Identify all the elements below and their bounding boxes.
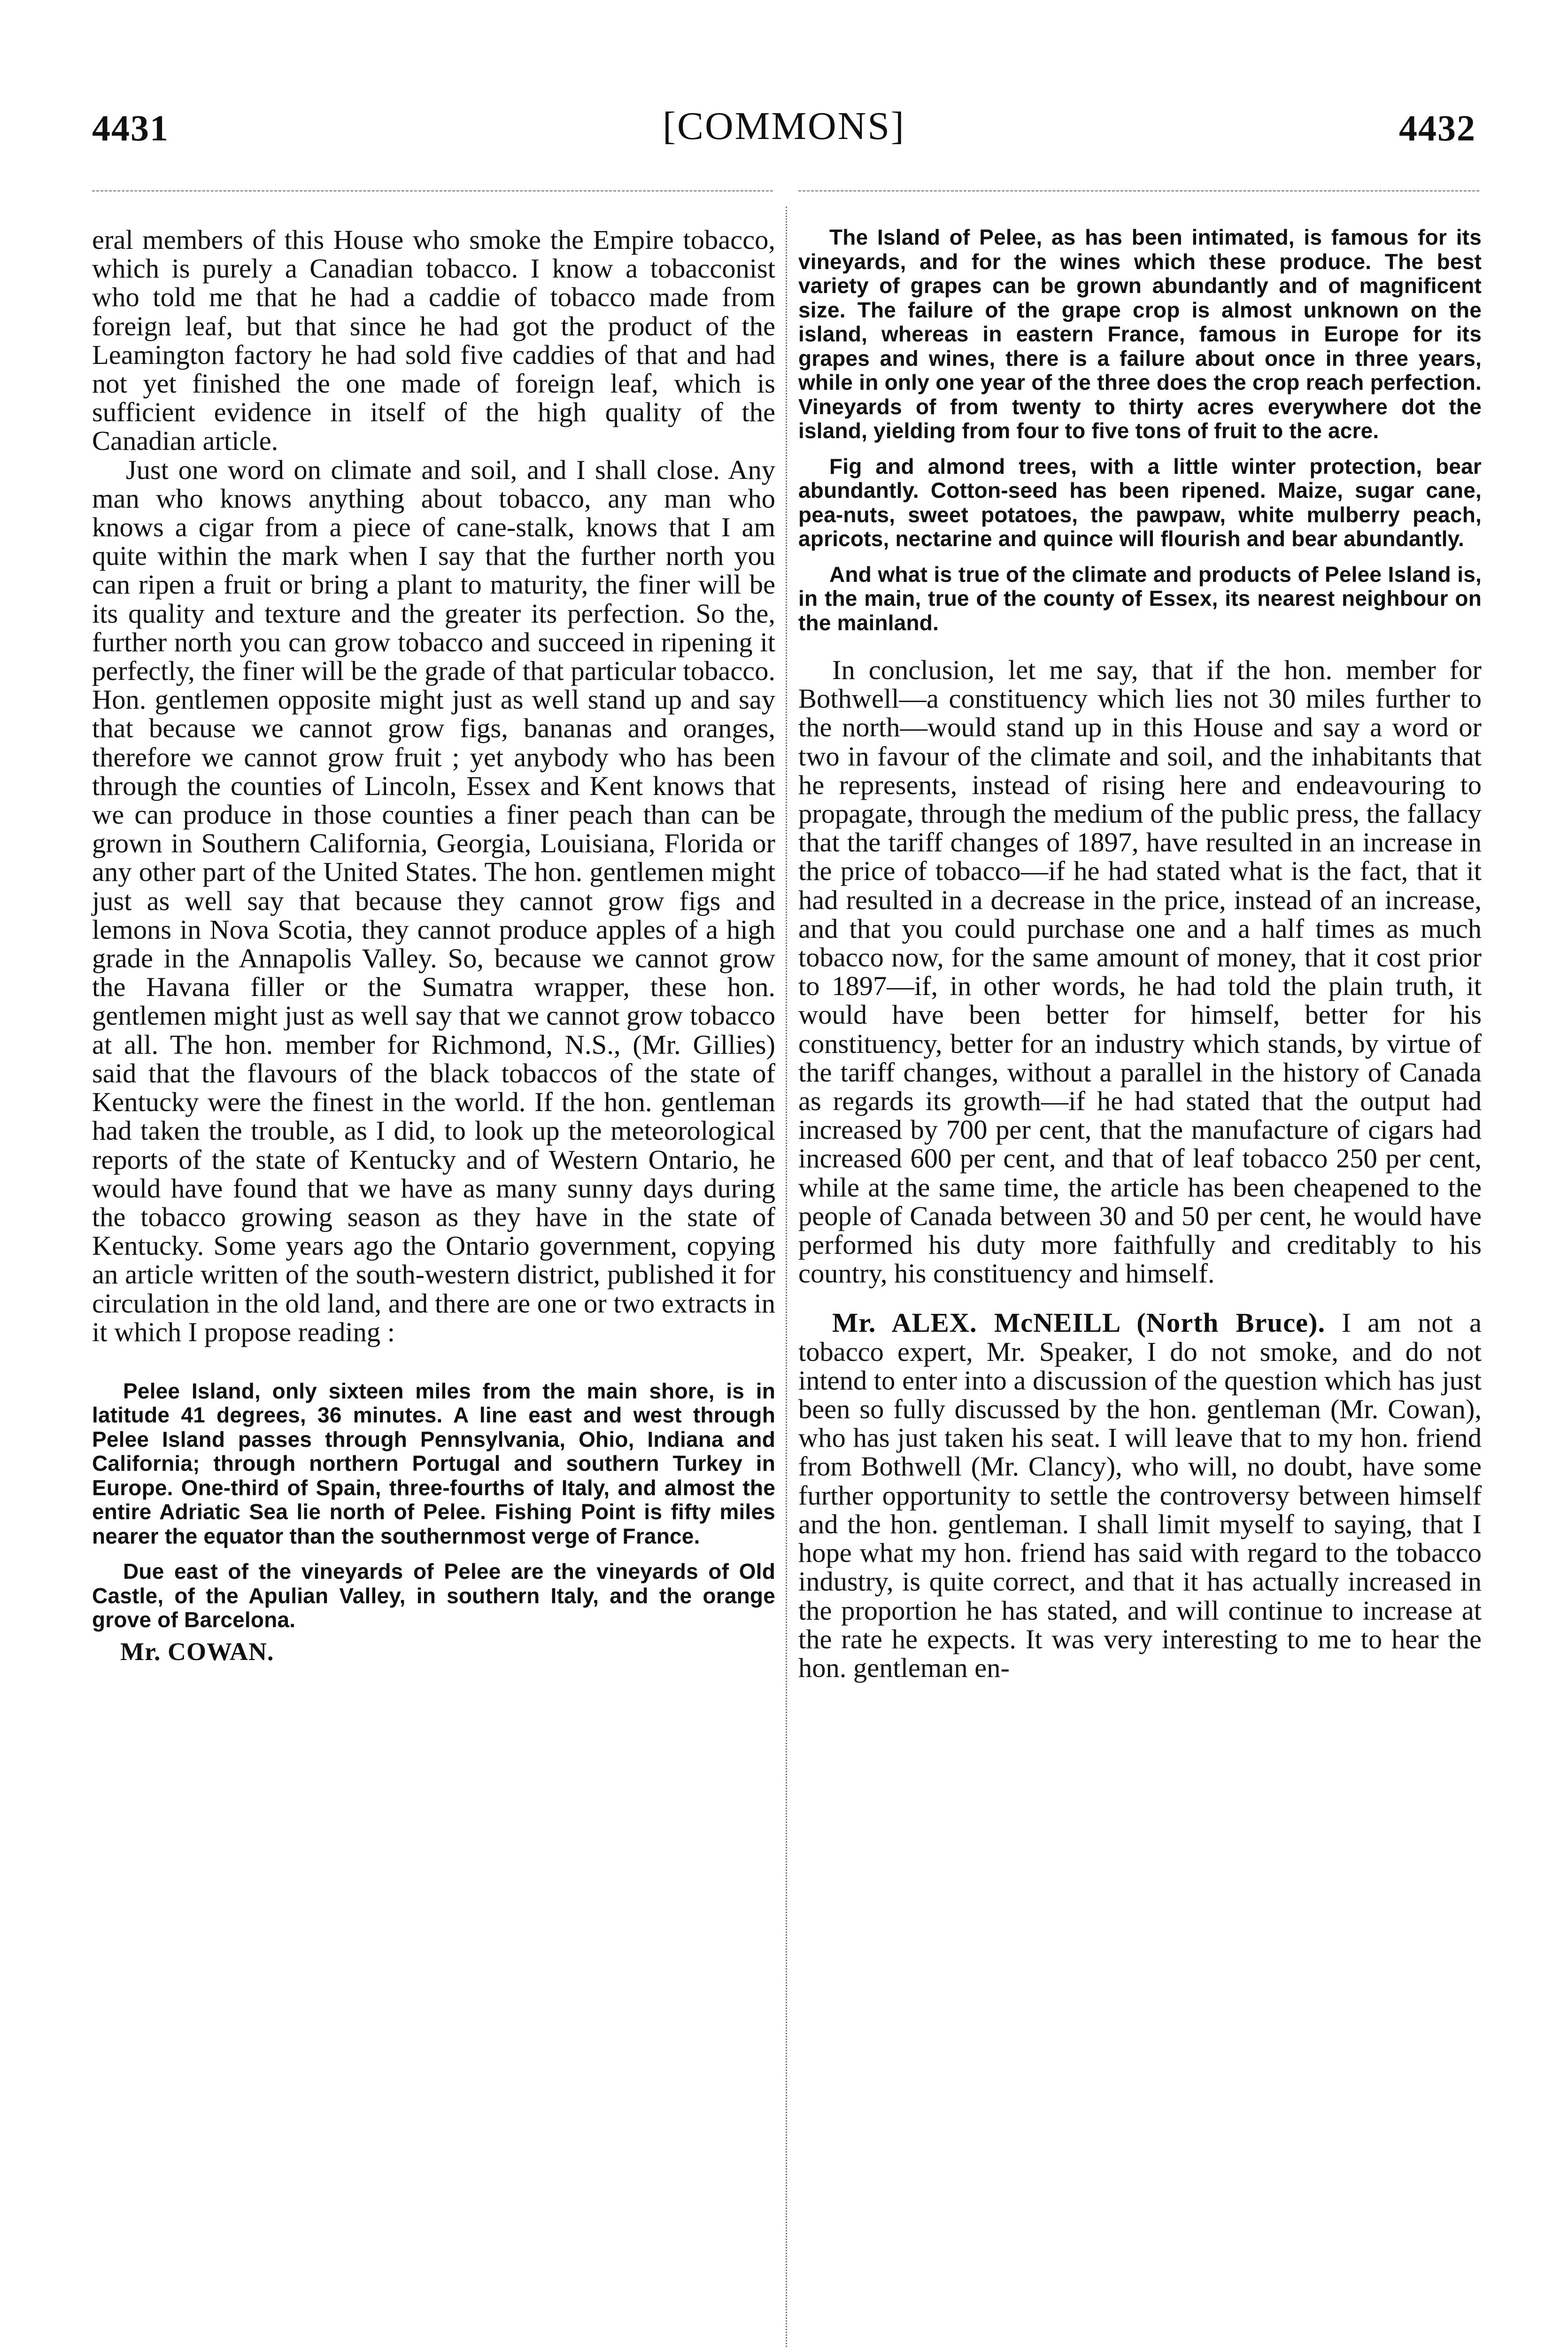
speech-paragraph-climate: Just one word on climate and soil, and I shall close. Any man who knows anything about tobacco, any man who knows a cigar from a piece of cane-stalk, knows that I am quite within the mark when I say that the further north you can ripen a fruit or bring a plant to maturity, the finer will be its quality and texture and the greater its perfection. So the, further north you can grow tobacco and succeed in ripening it perfectly, the finer will be the grade of that particular tobacco. Hon. gentlemen opposite might just as well stand up and say that because we cannot grow figs, bananas and oranges, therefore we cannot grow fruit ; yet anybody who has been through the counties of Lincoln, Essex and Kent knows that we can produce in those counties a finer peach than can be grown in Southern California, Georgia, Louisiana, Florida or any other part of the United States. The hon. gentlemen might just as well say that because they cannot grow figs and lemons in Nova Scotia, they cannot produce apples of a high grade in the Annapolis Valley. So, because we cannot grow the Havana filler or the Sumatra wrapper, these hon. gentlemen might just as well say that we cannot grow tobacco at all. The hon. member for Richmond, N.S., (Mr. Gillies) said that the flavours of the black tobaccos of the state of Kentucky were the finest in the world. If the hon. gentleman had taken the trouble, as I did, to look up the meteorological reports of the state of Kentucky and of Western Ontario, he would have found that we have as many sunny days during the tobacco growing season as they have in the state of Kentucky. Some years ago the Ontario government, copying an article written of the south-western district, published it for circulation in the old land, and there are one or two extracts in it which I propose reading : [92, 454, 775, 1347]
quoted-extract-vineyards-east: Due east of the vineyards of Pelee are the vineyards of Old Castle, of the Apulian Valley, in southern Italy, and the orange grove of Barcelona. [92, 1559, 775, 1632]
speech-paragraph-continued: eral members of this House who smoke the Empire tobacco, which is purely a Canadian tobacco. I know a tobacconist who told me that he had a caddie of tobacco made from foreign leaf, but that since he had got the product of the Leamington factory he had sold five caddies of that and had not yet finished the one made of foreign leaf, which is sufficient evidence in itself of the high quality of the Canadian article. [92, 224, 775, 456]
speech-paragraph-conclusion: In conclusion, let me say, that if the hon. member for Bothwell—a constituency which lies not 30 miles further to the north—would stand up in this House and say a word or two in favour of the climate and soil, and the inhabitants that he represents, instead of rising here and endeavouring to propagate, through the medium of the public press, the fallacy that the tariff changes of 1897, have resulted in an increase in the price of tobacco—if he had stated what is the fact, that it had resulted in a decrease in the price, instead of an increase, and that you could purchase one and a half times as much tobacco now, for the same amount of money, that it cost prior to 1897—if, in other words, he had told the plain truth, it would have been better for himself, better for his constituency, better for an industry which stands, by virtue of the tariff changes, without a parallel in the history of Canada as regards its growth—if he had stated that the output had increased by 700 per cent, that the manufacture of cigars had increased 600 per cent, and that of leaf tobacco 250 per cent, while at the same time, the article has been cheapened to the people of Canada between 30 and 50 per cent, he would have performed his duty more faithfully and creditably to his country, his constituency and himself. [798, 655, 1482, 1289]
quoted-extract-latitude: Pelee Island, only sixteen miles from the main shore, is in latitude 41 degrees, 36 minutes. A line east and west through Pelee Island passes through Pennsylvania, Ohio, Indiana and California; through northern Portugal and southern Turkey in Europe. One-third of Spain, three-fourths of Italy, and almost the entire Adriatic Sea lie north of Pelee. Fishing Point is fifty miles nearer the equator than the southernmost verge of France. [92, 1378, 775, 1548]
quoted-extract-essex: And what is true of the climate and products of Pelee Island is, in the main, true of the county of Essex, its nearest neighbour on the mainland. [798, 562, 1482, 635]
right-column [798, 225, 1482, 1682]
speech-paragraph-mcneill [798, 1308, 1482, 1682]
mcneill-speech-text: I am not a tobacco expert, Mr. Speaker, I do not smoke, and do not intend to enter into a discussion of the question which has just been so fully discussed by the hon. gentleman (Mr. Cowan), who has just taken his seat. I will leave that to my hon. friend from Bothwell (Mr. Clancy), who will, no doubt, have some further opportunity to settle the controversy between himself and the hon. gentleman. I shall limit myself to saying, that I hope what my hon. friend has said with regard to the tobacco industry, is quite correct, and that it has actually increased in the proportion he has stated, and will continue to increase at the rate he expects. It was very interesting to me to hear the hon. gentleman en- [798, 1307, 1482, 1683]
header-rule-right [798, 190, 1479, 192]
column-divider [786, 207, 787, 2348]
speaker-attribution: Mr. COWAN. [120, 1637, 274, 1666]
speaker-name-mcneill: Mr. ALEX. McNEILL (North Bruce). [832, 1307, 1326, 1338]
page-header [0, 0, 1568, 169]
header-rule-left [92, 190, 773, 192]
left-column [92, 225, 775, 1666]
page-number-right: 4432 [1399, 108, 1476, 148]
running-head: [COMMONS] [662, 104, 906, 148]
quoted-extract-fig-almond: Fig and almond trees, with a little winter protection, bear abundantly. Cotton-seed has been ripened. Maize, sugar cane, pea-nuts, sweet potatoes, the pawpaw, white mulberry peach, apricots, nectarine and quince will flourish and bear abundantly. [798, 454, 1482, 551]
page-number-left: 4431 [92, 108, 169, 148]
quoted-extract-island-vineyards: The Island of Pelee, as has been intimated, is famous for its vineyards, and for the wines which these produce. The best variety of grapes can be grown abundantly and of magnificent size. The failure of the grape crop is almost unknown on the island, whereas in eastern France, famous in Europe for its grapes and wines, there is a failure about once in three years, while in only one year of the three does the crop reach perfection. Vineyards of from twenty to thirty acres everywhere dot the island, yielding from four to five tons of fruit to the acre. [798, 225, 1482, 443]
